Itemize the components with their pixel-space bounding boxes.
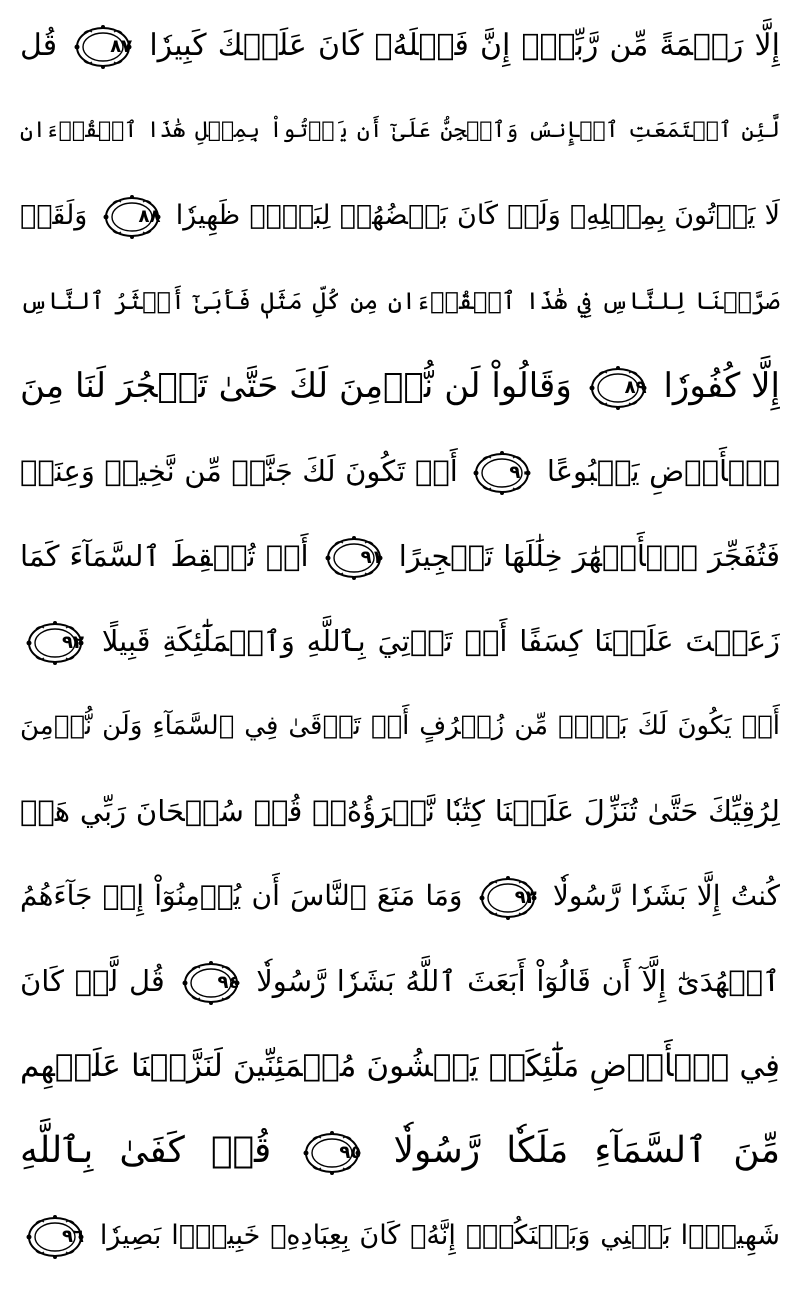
ayah-end-marker-icon [26, 620, 84, 666]
ayah-end-marker-icon [26, 1214, 84, 1260]
verse-text: وَمَا مَنَعَ ٱلنَّاسَ أَن يُؤۡمِنُوٓاْ إِذۡ جَآءَهُمُ [20, 879, 463, 912]
verse-text: قُل لَّوۡ كَانَ [20, 964, 165, 998]
verse-text: قُلۡ كَفَىٰ بِٱللَّهِ [20, 1130, 272, 1171]
verse-line [20, 943, 780, 1019]
verse-line [20, 263, 780, 339]
ayah-end-marker-icon [74, 24, 132, 70]
ayah-number: ٩٣ [514, 886, 537, 908]
verse-line [20, 433, 780, 509]
ayah-number: ٨٨ [138, 205, 161, 227]
verse-text: صَرَّفۡنَا لِلنَّاسِ فِي هَٰذَا ٱلۡقُرۡءَانِ مِن كُلِّ مَثَلٖ فَأَبَىٰٓ أَكۡثَرُ ٱلنَّاسِ [20, 287, 780, 315]
verse-line [20, 1113, 780, 1189]
ayah-end-marker-icon [103, 194, 161, 240]
verse-text: كُنتُ إِلَّا بَشَرٗا رَّسُولٗا [552, 879, 780, 912]
ayah-number: ٩١ [360, 547, 383, 568]
verse-line [20, 1198, 780, 1274]
verse-text: وَقَالُواْ لَن نُّؤۡمِنَ لَكَ حَتَّىٰ تَفۡجُرَ لَنَا مِنَ [20, 366, 572, 406]
ayah-end-marker-icon [473, 450, 531, 496]
ayah-number: ٩٠ [509, 462, 532, 483]
ayah-number: ٩٦ [62, 1225, 84, 1247]
verse-line [20, 858, 780, 934]
verse-line [20, 1028, 780, 1104]
verse-text: لَّئِنِ ٱجۡتَمَعَتِ ٱلۡإِنسُ وَٱلۡجِنُّ عَلَىٰٓ أَن يَأۡتُواْ بِمِثۡلِ هَٰذَا ٱلۡقُرۡءَانِ [20, 118, 780, 143]
verse-text: إِلَّا رَحۡمَةً مِّن رَّبِّكَۚ إِنَّ فَضۡلَهُۥ كَانَ عَلَيۡكَ كَبِيرٗا [149, 28, 780, 63]
verse-text: ٱلۡأَرۡضِ يَنۢبُوعًا [546, 454, 780, 488]
verse-line [20, 688, 780, 764]
ayah-end-marker-icon [303, 1130, 361, 1176]
ayah-number: ٩٤ [217, 972, 240, 993]
verse-text: فِي ٱلۡأَرۡضِ مَلَٰٓئِكَةٞ يَمۡشُونَ مُطۡمَئِنِّينَ لَنَزَّلۡنَا عَلَيۡهِم [20, 1048, 780, 1084]
verse-text: إِلَّا كُفُورٗا [663, 366, 780, 406]
ayah-number: ٩٥ [339, 1142, 362, 1163]
verse-text: فَتُفَجِّرَ ٱلۡأَنۡهَٰرَ خِلَٰلَهَا تَفۡجِيرًا [398, 539, 780, 573]
verse-line [20, 603, 780, 679]
verse-text: ٱلۡهُدَىٰٓ إِلَّآ أَن قَالُوٓاْ أَبَعَثَ ٱللَّهُ بَشَرٗا رَّسُولٗا [256, 964, 780, 998]
verse-text: أَوۡ تُسۡقِطَ ٱلسَّمَآءَ كَمَا [20, 539, 309, 573]
verse-line [20, 93, 780, 169]
verse-text: لِرُقِيِّكَ حَتَّىٰ تُنَزِّلَ عَلَيۡنَا كِتَٰبٗا نَّقۡرَؤُهُۥۗ قُلۡ سُبۡحَانَ رَبِّي هَلۡ [20, 794, 780, 828]
ayah-number: ٩٢ [62, 632, 84, 653]
verse-text: أَوۡ تَكُونَ لَكَ جَنَّةٞ مِّن نَّخِيلٖ وَعِنَبٖ [20, 454, 458, 488]
verse-text: أَوۡ يَكُونَ لَكَ بَيۡتٞ مِّن زُخۡرُفٍ أَوۡ تَرۡقَىٰ فِي ٱلسَّمَآءِ وَلَن نُّؤۡمِنَ [20, 711, 780, 741]
verse-line [20, 8, 780, 84]
verse-text: وَلَقَدۡ [20, 200, 88, 231]
ayah-number: ٨٧ [110, 36, 133, 57]
verse-line [20, 773, 780, 849]
ayah-end-marker-icon [479, 875, 537, 921]
ayah-number: ٨٩ [624, 377, 647, 398]
ayah-end-marker-icon [325, 535, 383, 581]
verse-text: قُل [20, 28, 58, 63]
verse-line [20, 518, 780, 594]
verse-line [20, 178, 780, 254]
verse-text: شَهِيدَۢا بَيۡنِي وَبَيۡنَكُمۡۚ إِنَّهُۥ كَانَ بِعِبَادِهِۦ خَبِيرَۢا بَصِيرٗا [99, 1220, 780, 1251]
verse-text: زَعَمۡتَ عَلَيۡنَا كِسَفًا أَوۡ تَأۡتِيَ بِٱللَّهِ وَٱلۡمَلَٰٓئِكَةِ قَبِيلًا [101, 624, 780, 658]
ayah-end-marker-icon [589, 365, 647, 411]
verse-line [20, 348, 780, 424]
verse-lines [20, 8, 780, 1274]
verse-text: مِّنَ ٱلسَّمَآءِ مَلَكٗا رَّسُولٗا [393, 1130, 780, 1171]
ayah-end-marker-icon [182, 960, 240, 1006]
verse-text: لَا يَأۡتُونَ بِمِثۡلِهِۦ وَلَوۡ كَانَ بَعۡضُهُمۡ لِبَعۡضٖ ظَهِيرٗا [175, 200, 780, 231]
